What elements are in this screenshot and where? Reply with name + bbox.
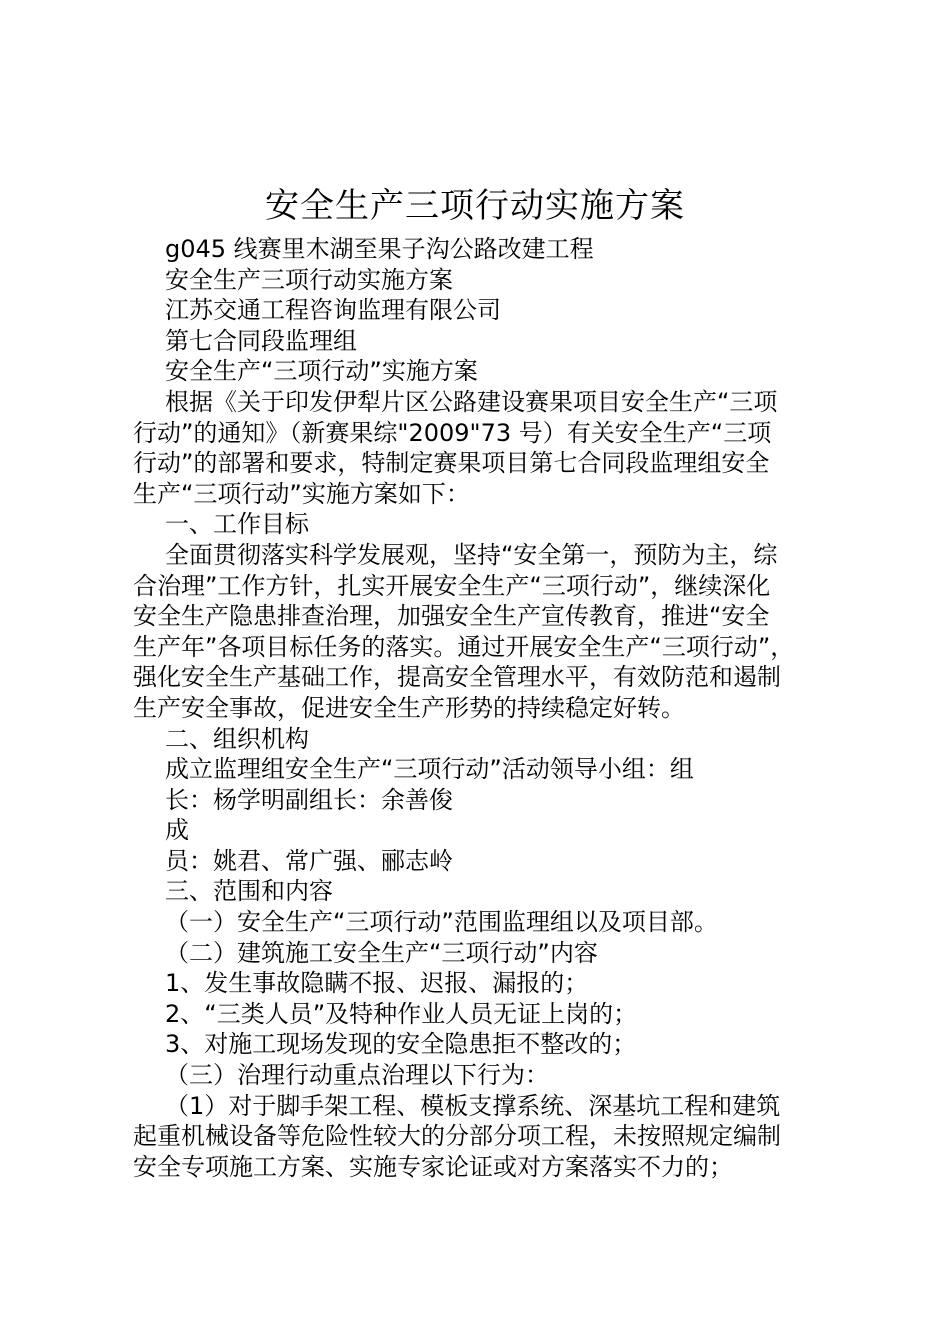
text-line: 3、对施工现场发现的安全隐患拒不整改的； [165,1030,637,1059]
text-line: （1）对于脚手架工程、模板支撑系统、深基坑工程和建筑 [165,1091,781,1120]
text-line: 员：姚君、常广强、郦志岭 [165,846,453,875]
text-line: 合治理”工作方针，扎实开展安全生产“三项行动”，继续深化 [133,571,771,600]
text-line: 全面贯彻落实科学发展观，坚持“安全第一，预防为主，综 [165,540,778,569]
text-line: （三）治理行动重点治理以下行为： [165,1061,549,1090]
text-line: 长：杨学明副组长：余善俊 [165,785,453,814]
text-line: 起重机械设备等危险性较大的分部分项工程，未按照规定编制 [133,1122,781,1151]
document-body [133,234,823,1182]
text-line: 生产年”各项目标任务的落实。通过开展安全生产“三项行动”， [133,632,795,661]
text-line: 一、工作目标 [165,510,309,539]
text-line: 行动”的通知》（新赛果综"2009"73 号）有关安全生产“三项 [133,418,772,447]
text-line: 生产安全事故，促进安全生产形势的持续稳定好转。 [133,693,685,722]
text-line: 安全生产三项行动实施方案 [165,265,453,294]
text-line: 生产“三项行动”实施方案如下： [133,479,470,508]
text-line: 安全生产隐患排查治理，加强安全生产宣传教育，推进“安全 [133,602,770,631]
text-line: （二）建筑施工安全生产“三项行动”内容 [165,938,598,967]
text-line: 行动”的部署和要求，特制定赛果项目第七合同段监理组安全 [133,449,770,478]
text-line: 1、发生事故隐瞒不报、迟报、漏报的； [165,969,589,998]
text-line: g045 线赛里木湖至果子沟公路改建工程 [165,235,594,263]
text-line: 安全专项施工方案、实施专家论证或对方案落实不力的； [133,1152,733,1181]
text-line: 江苏交通工程咨询监理有限公司 [165,296,501,325]
text-line: 第七合同段监理组 [165,326,357,355]
text-line: 2、“三类人员”及特种作业人员无证上岗的； [165,999,638,1028]
text-line: 根据《关于印发伊犁片区公路建设赛果项目安全生产“三项 [165,387,778,416]
text-line: 成立监理组安全生产“三项行动”活动领导小组：组 [165,755,694,784]
text-line: 二、组织机构 [165,724,309,753]
text-line: 强化安全生产基础工作，提高安全管理水平，有效防范和遏制 [133,663,781,692]
text-line: （一）安全生产“三项行动”范围监理组以及项目部。 [165,908,718,937]
text-line: 成 [165,816,189,845]
text-line: 三、范围和内容 [165,877,333,906]
document-title: 安全生产三项行动实施方案 [265,186,685,226]
text-line: 安全生产“三项行动”实施方案 [165,357,478,386]
